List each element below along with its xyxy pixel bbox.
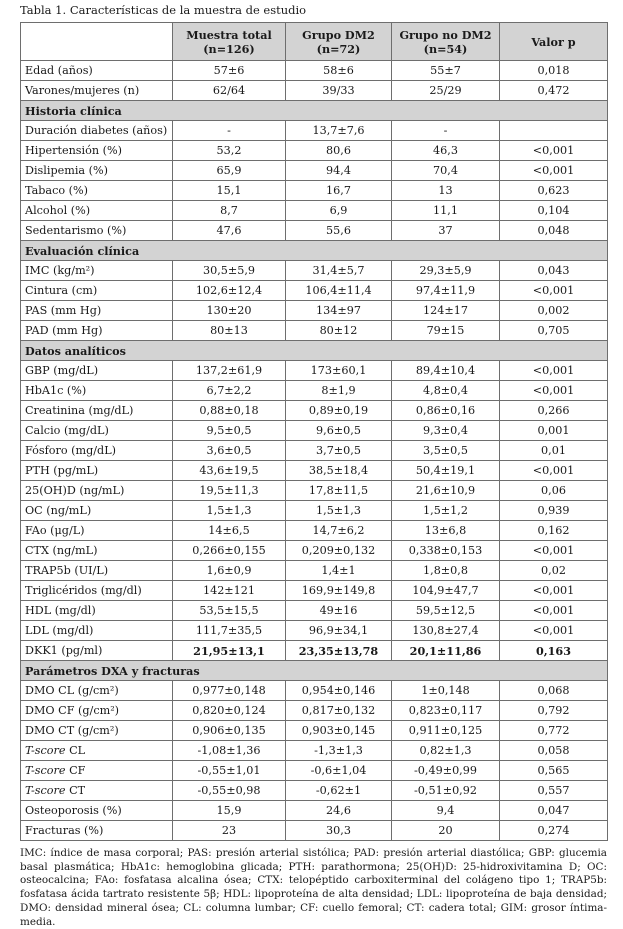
cell-valor-p: 0,163 <box>500 641 608 661</box>
cell-muestra-total: -0,55±1,01 <box>173 761 286 781</box>
cell-muestra-total: 6,7±2,2 <box>173 381 286 401</box>
row-label: Cintura (cm) <box>21 281 173 301</box>
cell-grupo-dm2: 8±1,9 <box>286 381 392 401</box>
cell-grupo-no-dm2: 9,4 <box>392 801 500 821</box>
header-text: Muestra total <box>186 27 272 42</box>
header-muestra-total <box>173 23 286 61</box>
cell-grupo-dm2: 9,6±0,5 <box>286 421 392 441</box>
cell-grupo-dm2: 134±97 <box>286 301 392 321</box>
section-header-row <box>21 101 608 121</box>
row-label-rest: CT <box>65 783 86 797</box>
row-label: Duración diabetes (años) <box>21 121 173 141</box>
cell-valor-p: 0,068 <box>500 681 608 701</box>
row-label-italic: T-score <box>25 743 66 757</box>
cell-muestra-total: 57±6 <box>173 61 286 81</box>
table-row <box>21 461 608 481</box>
table-row <box>21 321 608 341</box>
cell-muestra-total: 0,820±0,124 <box>173 701 286 721</box>
header-text: Valor p <box>531 34 576 49</box>
cell-muestra-total: -0,55±0,98 <box>173 781 286 801</box>
table-body <box>21 61 608 841</box>
cell-grupo-dm2: 169,9±149,8 <box>286 581 392 601</box>
cell-grupo-no-dm2: 97,4±11,9 <box>392 281 500 301</box>
table-row <box>21 61 608 81</box>
table-row <box>21 401 608 421</box>
cell-muestra-total: 80±13 <box>173 321 286 341</box>
cell-muestra-total: 142±121 <box>173 581 286 601</box>
cell-valor-p: 0,06 <box>500 481 608 501</box>
table-row <box>21 161 608 181</box>
cell-valor-p: <0,001 <box>500 601 608 621</box>
cell-grupo-no-dm2: 130,8±27,4 <box>392 621 500 641</box>
row-label: Tabaco (%) <box>21 181 173 201</box>
cell-grupo-dm2: 14,7±6,2 <box>286 521 392 541</box>
cell-grupo-no-dm2: 50,4±19,1 <box>392 461 500 481</box>
section-header-row <box>21 341 608 361</box>
row-label: Alcohol (%) <box>21 201 173 221</box>
row-label: DKK1 (pg/ml) <box>21 641 173 661</box>
row-label: Hipertensión (%) <box>21 141 173 161</box>
cell-muestra-total: 53,5±15,5 <box>173 601 286 621</box>
cell-grupo-dm2: 13,7±7,6 <box>286 121 392 141</box>
table-row <box>21 141 608 161</box>
row-label: DMO CF (g/cm²) <box>21 701 173 721</box>
cell-valor-p: <0,001 <box>500 281 608 301</box>
cell-grupo-no-dm2: - <box>392 121 500 141</box>
cell-valor-p: 0,472 <box>500 81 608 101</box>
cell-valor-p: 0,274 <box>500 821 608 841</box>
cell-grupo-no-dm2: 37 <box>392 221 500 241</box>
cell-muestra-total: 0,266±0,155 <box>173 541 286 561</box>
cell-grupo-dm2: 1,4±1 <box>286 561 392 581</box>
section-header-row <box>21 241 608 261</box>
cell-grupo-dm2: 3,7±0,5 <box>286 441 392 461</box>
cell-valor-p: 0,939 <box>500 501 608 521</box>
header-row <box>21 23 608 61</box>
cell-grupo-no-dm2: 11,1 <box>392 201 500 221</box>
table-footnote: IMC: índice de masa corporal; PAS: presión arterial sistólica; PAD: presión arterial diastólica; GBP: glucemia basal plasmática; HbA1c: hemoglobina glicada; PTH: parathormona; 25(OH)D: 25-hidroxivitamina D; OC: osteocalcina; FAo: fosfatasa alcalina ósea; CTX: telopéptido carboxiterminal del colágeno tipo 1; TRAP5b: fosfatasa ácida tartrato resistente 5β; HDL: lipoproteína de alta densidad; LDL: lipoproteína de baja densidad; DMO: densidad mineral ósea; CL: columna lumbar; CF: cuello femoral; CT: cadera total; GIM: grosor íntima-media. <box>20 847 607 928</box>
characteristics-table <box>20 22 608 841</box>
cell-grupo-dm2: 0,954±0,146 <box>286 681 392 701</box>
cell-grupo-no-dm2: -0,51±0,92 <box>392 781 500 801</box>
header-grupo-no-dm2 <box>392 23 500 61</box>
table-row <box>21 621 608 641</box>
cell-valor-p: 0,705 <box>500 321 608 341</box>
cell-valor-p: 0,01 <box>500 441 608 461</box>
table-caption: Tabla 1. Características de la muestra de estudio <box>20 3 307 17</box>
cell-muestra-total: 23 <box>173 821 286 841</box>
cell-muestra-total: 53,2 <box>173 141 286 161</box>
cell-grupo-no-dm2: 124±17 <box>392 301 500 321</box>
cell-muestra-total: 65,9 <box>173 161 286 181</box>
cell-grupo-no-dm2: 21,6±10,9 <box>392 481 500 501</box>
header-text: Grupo DM2 <box>302 27 375 42</box>
row-label-italic: T-score <box>25 783 66 797</box>
row-label: Varones/mujeres (n) <box>21 81 173 101</box>
cell-grupo-no-dm2: 1±0,148 <box>392 681 500 701</box>
cell-muestra-total: 0,906±0,135 <box>173 721 286 741</box>
cell-grupo-no-dm2: 20,1±11,86 <box>392 641 500 661</box>
table-row <box>21 421 608 441</box>
cell-grupo-dm2: 38,5±18,4 <box>286 461 392 481</box>
cell-valor-p: <0,001 <box>500 161 608 181</box>
cell-grupo-dm2: 16,7 <box>286 181 392 201</box>
row-label <box>21 741 173 761</box>
table-row <box>21 741 608 761</box>
cell-grupo-no-dm2: 13 <box>392 181 500 201</box>
cell-grupo-dm2: 94,4 <box>286 161 392 181</box>
cell-grupo-no-dm2: 55±7 <box>392 61 500 81</box>
cell-grupo-no-dm2: 13±6,8 <box>392 521 500 541</box>
cell-grupo-dm2: 6,9 <box>286 201 392 221</box>
table-row <box>21 481 608 501</box>
row-label: GBP (mg/dL) <box>21 361 173 381</box>
cell-muestra-total: 62/64 <box>173 81 286 101</box>
cell-grupo-dm2: 39/33 <box>286 81 392 101</box>
table-row <box>21 521 608 541</box>
cell-valor-p: <0,001 <box>500 381 608 401</box>
cell-grupo-dm2: 173±60,1 <box>286 361 392 381</box>
cell-grupo-no-dm2: 89,4±10,4 <box>392 361 500 381</box>
row-label: LDL (mg/dl) <box>21 621 173 641</box>
row-label: Edad (años) <box>21 61 173 81</box>
cell-grupo-no-dm2: 0,823±0,117 <box>392 701 500 721</box>
cell-grupo-no-dm2: 0,82±1,3 <box>392 741 500 761</box>
row-label: Triglicéridos (mg/dl) <box>21 581 173 601</box>
cell-grupo-no-dm2: 1,5±1,2 <box>392 501 500 521</box>
cell-valor-p: 0,058 <box>500 741 608 761</box>
cell-muestra-total: 15,1 <box>173 181 286 201</box>
section-title: Evaluación clínica <box>21 241 608 261</box>
table-row <box>21 221 608 241</box>
row-label: Calcio (mg/dL) <box>21 421 173 441</box>
cell-muestra-total: - <box>173 121 286 141</box>
table-row <box>21 81 608 101</box>
cell-grupo-dm2: 0,89±0,19 <box>286 401 392 421</box>
cell-grupo-no-dm2: 20 <box>392 821 500 841</box>
cell-muestra-total: 19,5±11,3 <box>173 481 286 501</box>
cell-grupo-dm2: 58±6 <box>286 61 392 81</box>
cell-valor-p: 0,001 <box>500 421 608 441</box>
row-label: PAD (mm Hg) <box>21 321 173 341</box>
row-label: Sedentarismo (%) <box>21 221 173 241</box>
table-row <box>21 301 608 321</box>
row-label: 25(OH)D (ng/mL) <box>21 481 173 501</box>
cell-valor-p <box>500 121 608 141</box>
cell-grupo-no-dm2: 4,8±0,4 <box>392 381 500 401</box>
cell-muestra-total: 137,2±61,9 <box>173 361 286 381</box>
cell-grupo-no-dm2: 0,338±0,153 <box>392 541 500 561</box>
table-row <box>21 121 608 141</box>
cell-muestra-total: 1,5±1,3 <box>173 501 286 521</box>
cell-muestra-total: 8,7 <box>173 201 286 221</box>
section-title: Datos analíticos <box>21 341 608 361</box>
row-label <box>21 761 173 781</box>
table-row <box>21 441 608 461</box>
cell-grupo-no-dm2: 0,86±0,16 <box>392 401 500 421</box>
header-blank <box>21 23 173 61</box>
cell-grupo-dm2: 17,8±11,5 <box>286 481 392 501</box>
cell-valor-p: <0,001 <box>500 461 608 481</box>
cell-valor-p: <0,001 <box>500 361 608 381</box>
cell-muestra-total: -1,08±1,36 <box>173 741 286 761</box>
cell-grupo-no-dm2: 59,5±12,5 <box>392 601 500 621</box>
table-row <box>21 181 608 201</box>
row-label: Fósforo (mg/dL) <box>21 441 173 461</box>
cell-grupo-dm2: 96,9±34,1 <box>286 621 392 641</box>
cell-muestra-total: 21,95±13,1 <box>173 641 286 661</box>
cell-valor-p: <0,001 <box>500 581 608 601</box>
row-label: PTH (pg/mL) <box>21 461 173 481</box>
cell-muestra-total: 0,88±0,18 <box>173 401 286 421</box>
cell-valor-p: 0,02 <box>500 561 608 581</box>
cell-grupo-dm2: 31,4±5,7 <box>286 261 392 281</box>
cell-grupo-dm2: 80,6 <box>286 141 392 161</box>
row-label: IMC (kg/m²) <box>21 261 173 281</box>
cell-valor-p: 0,047 <box>500 801 608 821</box>
table-row <box>21 281 608 301</box>
table-row <box>21 201 608 221</box>
section-header-row <box>21 661 608 681</box>
cell-valor-p: 0,104 <box>500 201 608 221</box>
header-grupo-dm2 <box>286 23 392 61</box>
cell-valor-p: <0,001 <box>500 541 608 561</box>
cell-grupo-no-dm2: 29,3±5,9 <box>392 261 500 281</box>
row-label: PAS (mm Hg) <box>21 301 173 321</box>
cell-valor-p: 0,048 <box>500 221 608 241</box>
table-row <box>21 681 608 701</box>
header-subtext: (n=54) <box>423 41 468 56</box>
cell-grupo-no-dm2: 3,5±0,5 <box>392 441 500 461</box>
table-row <box>21 561 608 581</box>
header-subtext: (n=126) <box>203 41 255 56</box>
cell-grupo-dm2: 80±12 <box>286 321 392 341</box>
row-label: DMO CL (g/cm²) <box>21 681 173 701</box>
row-label: Dislipemia (%) <box>21 161 173 181</box>
table-row <box>21 801 608 821</box>
table-row <box>21 361 608 381</box>
row-label: OC (ng/mL) <box>21 501 173 521</box>
table-row <box>21 261 608 281</box>
cell-grupo-dm2: 24,6 <box>286 801 392 821</box>
cell-grupo-dm2: 106,4±11,4 <box>286 281 392 301</box>
row-label: HbA1c (%) <box>21 381 173 401</box>
cell-muestra-total: 102,6±12,4 <box>173 281 286 301</box>
cell-grupo-no-dm2: 0,911±0,125 <box>392 721 500 741</box>
cell-valor-p: 0,557 <box>500 781 608 801</box>
row-label: CTX (ng/mL) <box>21 541 173 561</box>
cell-valor-p: 0,162 <box>500 521 608 541</box>
cell-muestra-total: 1,6±0,9 <box>173 561 286 581</box>
cell-valor-p: 0,772 <box>500 721 608 741</box>
cell-grupo-no-dm2: -0,49±0,99 <box>392 761 500 781</box>
section-title: Parámetros DXA y fracturas <box>21 661 608 681</box>
cell-grupo-dm2: 0,209±0,132 <box>286 541 392 561</box>
table-row <box>21 381 608 401</box>
table-row <box>21 761 608 781</box>
row-label: HDL (mg/dl) <box>21 601 173 621</box>
cell-valor-p: 0,043 <box>500 261 608 281</box>
table-row <box>21 541 608 561</box>
row-label: Fracturas (%) <box>21 821 173 841</box>
row-label <box>21 781 173 801</box>
header-valor-p <box>500 23 608 61</box>
cell-grupo-dm2: 49±16 <box>286 601 392 621</box>
cell-valor-p: 0,002 <box>500 301 608 321</box>
row-label: TRAP5b (UI/L) <box>21 561 173 581</box>
row-label-italic: T-score <box>25 763 66 777</box>
row-label: Creatinina (mg/dL) <box>21 401 173 421</box>
cell-valor-p: 0,623 <box>500 181 608 201</box>
cell-grupo-dm2: 55,6 <box>286 221 392 241</box>
cell-grupo-dm2: -1,3±1,3 <box>286 741 392 761</box>
cell-muestra-total: 30,5±5,9 <box>173 261 286 281</box>
cell-grupo-dm2: -0,62±1 <box>286 781 392 801</box>
cell-grupo-no-dm2: 70,4 <box>392 161 500 181</box>
cell-grupo-no-dm2: 46,3 <box>392 141 500 161</box>
cell-valor-p: 0,018 <box>500 61 608 81</box>
header-subtext: (n=72) <box>316 41 361 56</box>
cell-muestra-total: 47,6 <box>173 221 286 241</box>
cell-valor-p: <0,001 <box>500 621 608 641</box>
cell-grupo-no-dm2: 104,9±47,7 <box>392 581 500 601</box>
cell-muestra-total: 9,5±0,5 <box>173 421 286 441</box>
table-row <box>21 701 608 721</box>
cell-valor-p: <0,001 <box>500 141 608 161</box>
cell-muestra-total: 3,6±0,5 <box>173 441 286 461</box>
cell-valor-p: 0,565 <box>500 761 608 781</box>
header-text: Grupo no DM2 <box>399 27 492 42</box>
row-label-rest: CF <box>65 763 86 777</box>
cell-muestra-total: 14±6,5 <box>173 521 286 541</box>
table-row <box>21 641 608 661</box>
table-row <box>21 601 608 621</box>
row-label: Osteoporosis (%) <box>21 801 173 821</box>
table-header <box>21 23 608 61</box>
table-row <box>21 581 608 601</box>
cell-muestra-total: 111,7±35,5 <box>173 621 286 641</box>
cell-muestra-total: 43,6±19,5 <box>173 461 286 481</box>
section-title: Historia clínica <box>21 101 608 121</box>
cell-grupo-dm2: 23,35±13,78 <box>286 641 392 661</box>
cell-muestra-total: 15,9 <box>173 801 286 821</box>
cell-muestra-total: 0,977±0,148 <box>173 681 286 701</box>
table-row <box>21 501 608 521</box>
row-label: FAo (μg/L) <box>21 521 173 541</box>
cell-valor-p: 0,792 <box>500 701 608 721</box>
row-label-rest: CL <box>65 743 86 757</box>
cell-grupo-no-dm2: 9,3±0,4 <box>392 421 500 441</box>
table-row <box>21 821 608 841</box>
cell-valor-p: 0,266 <box>500 401 608 421</box>
cell-muestra-total: 130±20 <box>173 301 286 321</box>
row-label: DMO CT (g/cm²) <box>21 721 173 741</box>
cell-grupo-dm2: 0,903±0,145 <box>286 721 392 741</box>
cell-grupo-no-dm2: 1,8±0,8 <box>392 561 500 581</box>
table-row <box>21 721 608 741</box>
cell-grupo-dm2: -0,6±1,04 <box>286 761 392 781</box>
cell-grupo-dm2: 30,3 <box>286 821 392 841</box>
cell-grupo-dm2: 0,817±0,132 <box>286 701 392 721</box>
table-row <box>21 781 608 801</box>
cell-grupo-no-dm2: 79±15 <box>392 321 500 341</box>
cell-grupo-dm2: 1,5±1,3 <box>286 501 392 521</box>
cell-grupo-no-dm2: 25/29 <box>392 81 500 101</box>
